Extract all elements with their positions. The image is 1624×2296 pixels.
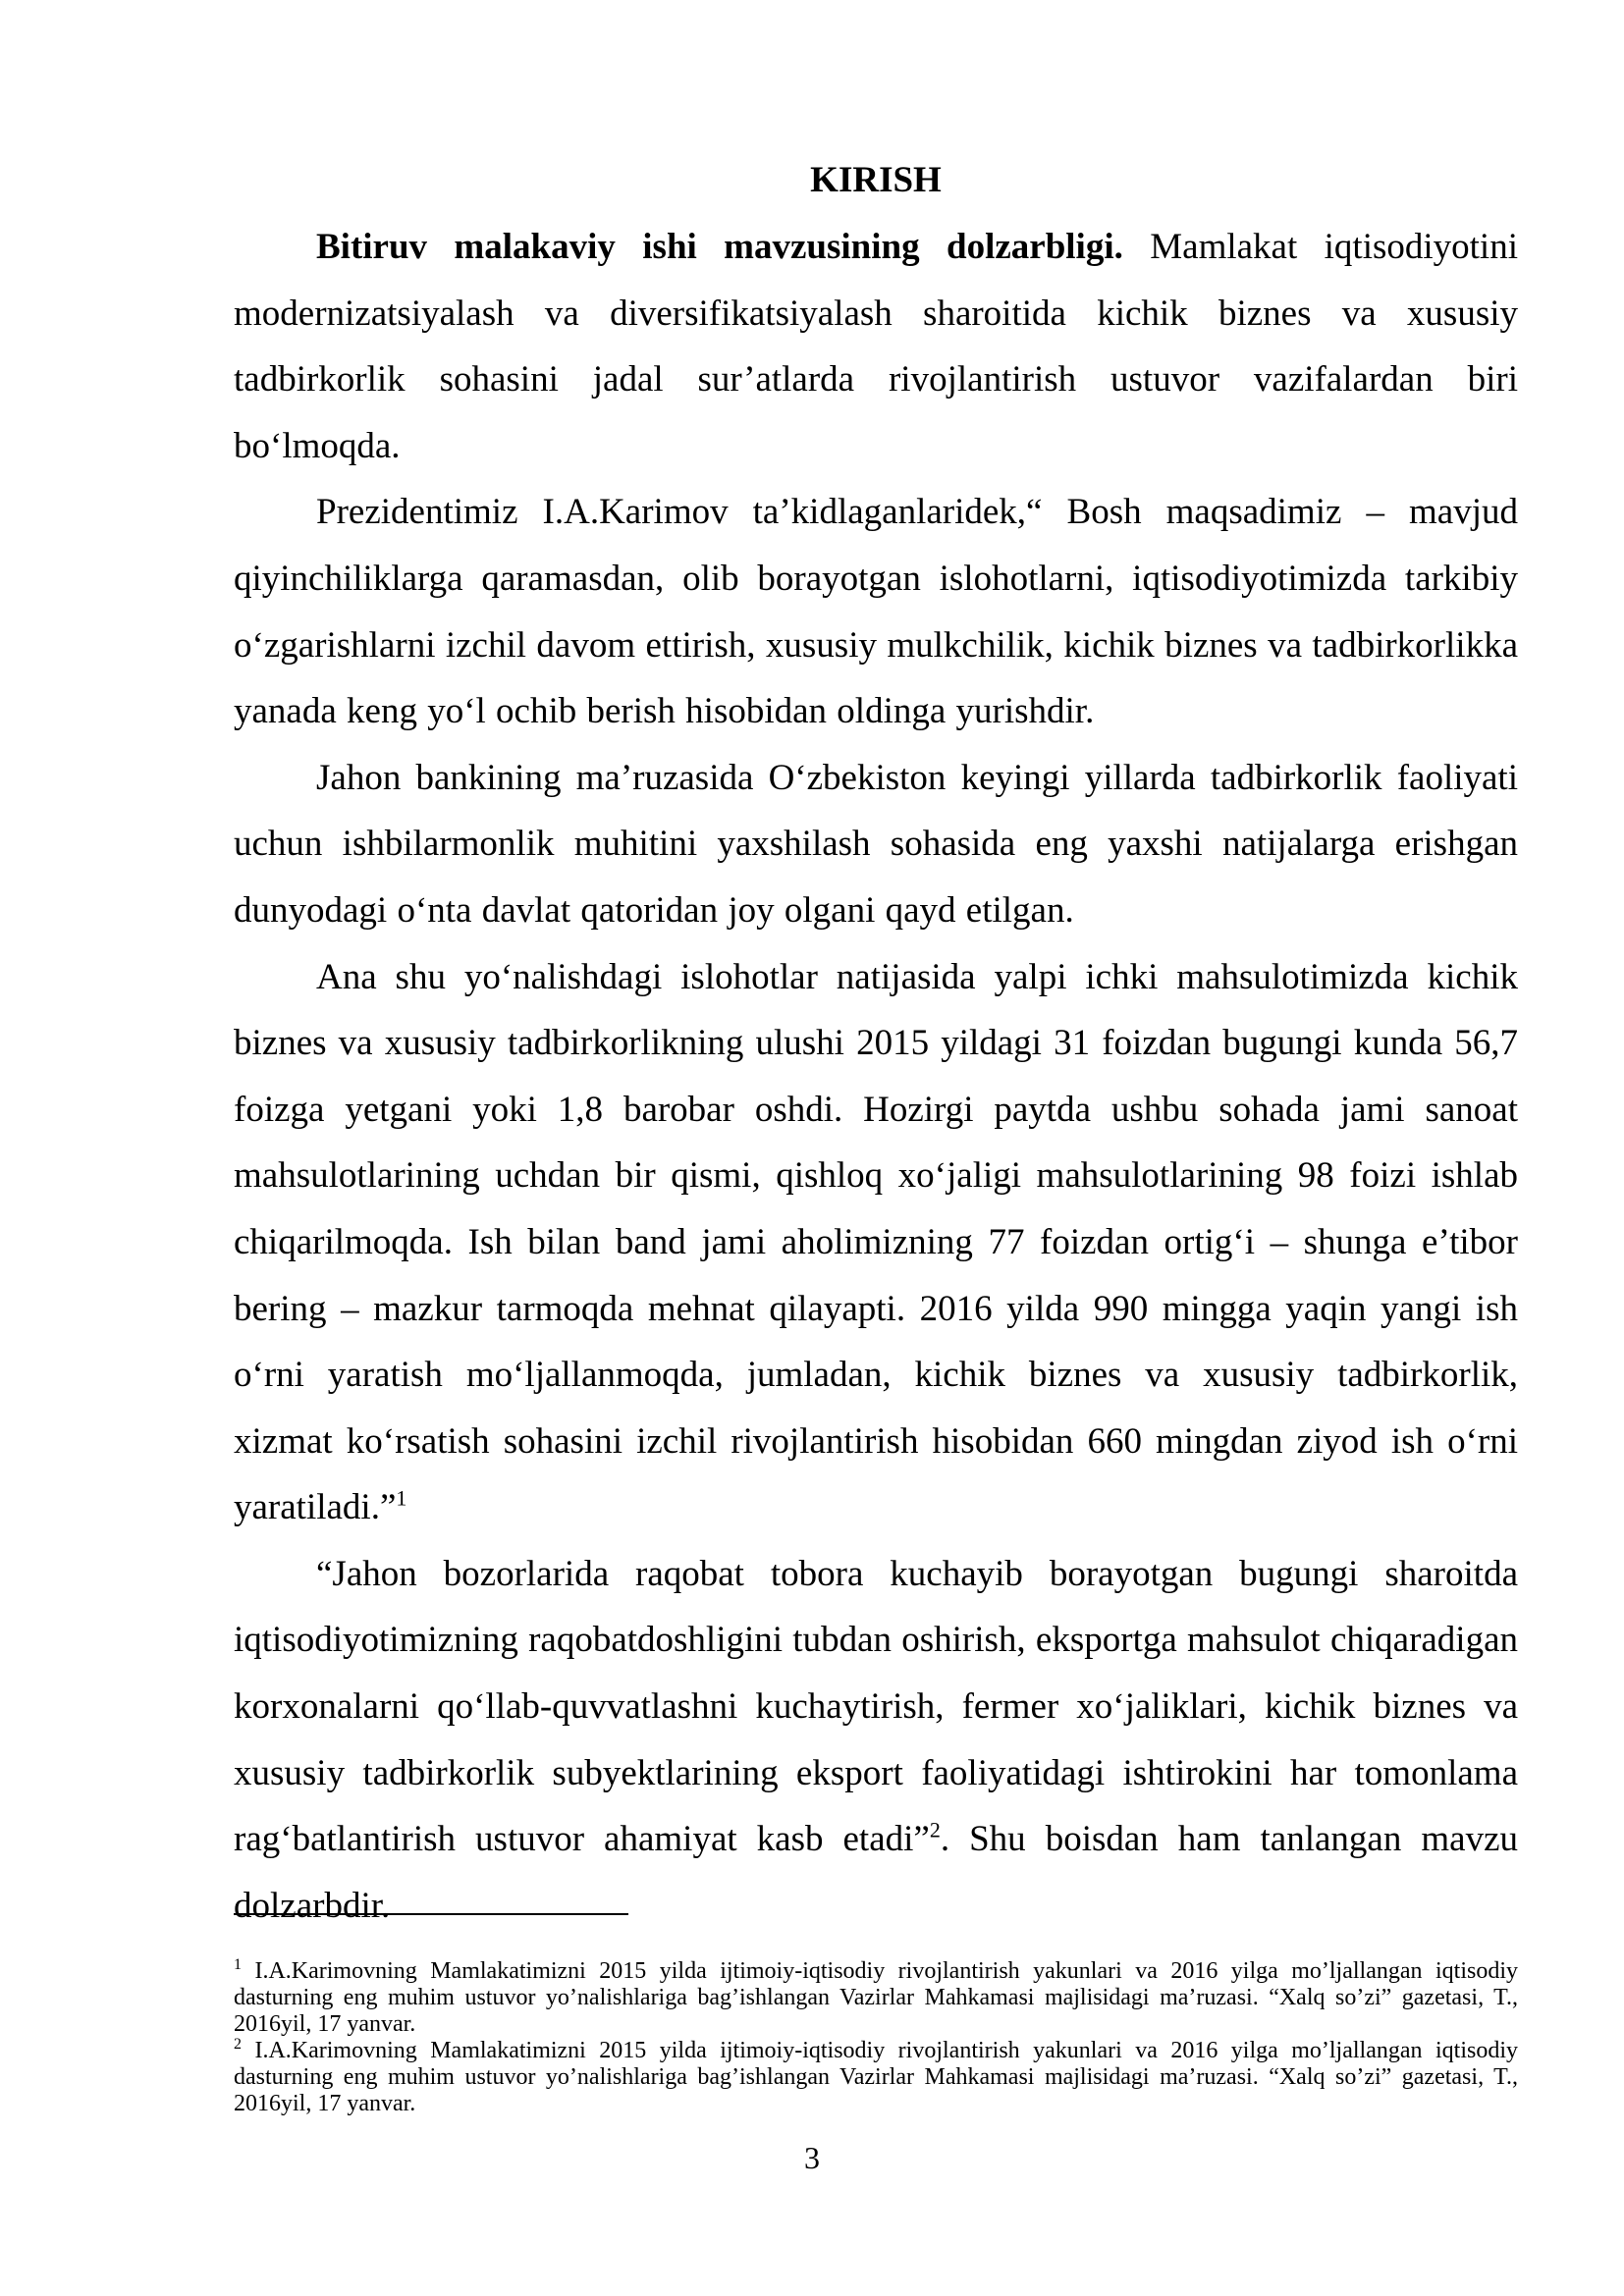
paragraph-relevance: [234, 214, 1518, 479]
paragraph-text: “Jahon bozorlarida raqobat tobora kuchayib borayotgan bugungi sharoitda iqtisodiyotimizning raqobatdoshligini tubdan oshirish, eksportga mahsulot chiqaradigan korxonalarni qo‘llab-quvvatlashni kuchaytirish, fermer xo‘jaliklari, kichik biznes va xususiy tadbirkorlik subyektlarining eksport faoliyatidagi ishtirokini har tomonlama rag‘batlantirish ustuvor ahamiyat kasb etadi”: [234, 1553, 1519, 1860]
paragraph-reforms: [234, 944, 1518, 1541]
footnote-marker: 1: [234, 1956, 242, 1973]
paragraph-president-quote: Prezidentimiz I.A.Karimov ta’kidlaganlaridek,“ Bosh maqsadimiz – mavjud qiyinchiliklarga qaramasdan, olib borayotgan islohotlarni, iqtisodiyotimizda tarkibiy o‘zgarishlarni izchil davom ettirish, xususiy mulkchilik, kichik biznes va tadbirkorlikka yanada keng yo‘l ochib berish hisobidan oldinga yurishdir.: [234, 492, 1518, 732]
footnote-reference[interactable]: 1: [396, 1485, 407, 1511]
footnote-1: [234, 1958, 1518, 2038]
paragraph-text: . Shu boisdan ham tanlangan mavzu dolzarbdir.: [234, 1819, 1518, 1926]
footnote-marker: 2: [234, 2036, 242, 2053]
paragraph-text: Ana shu yo‘nalishdagi islohotlar natijasida yalpi ichki mahsulotimizda kichik biznes va xususiy tadbirkorlikning ulushi 2015 yildagi 31 foizdan bugungi kunda 56,7 foizga yetgani yoki 1,8 barobar oshdi. Hozirgi paytda ushbu sohada jami sanoat mahsulotlarining uchdan bir qismi, qishloq xo‘jaligi mahsulotlarining 98 foizi ishlab chiqarilmoqda. Ish bilan band jami aholimizning 77 foizdan ortig‘i – shunga e’tibor bering – mazkur tarmoqda mehnat qilayapti. 2016 yilda 990 mingga yaqin yangi ish o‘rni yaratish mo‘ljallanmoqda, jumladan, kichik biznes va xususiy tadbirkorlik, xizmat ko‘rsatish sohasini izchil rivojlantirish hisobidan 660 mingdan ziyod ish o‘rni yaratiladi.”: [234, 956, 1518, 1528]
footnotes: [234, 1958, 1518, 2117]
footnote-2: [234, 2038, 1518, 2117]
page-number: 3: [804, 2140, 820, 2175]
paragraph-export-quote: [234, 1541, 1518, 1940]
footnote-separator: [234, 1913, 628, 1915]
paragraph-world-bank: Jahon bankining ma’ruzasida O‘zbekiston keyingi yillarda tadbirkorlik faoliyati uchun ishbilarmonlik muhitini yaxshilash sohasida eng yaxshi natijalarga erishgan dunyodagi o‘nta davlat qatoridan joy olgani qayd etilgan.: [234, 757, 1518, 931]
main-text: [234, 147, 1518, 1939]
page-title: KIRISH: [810, 160, 942, 200]
paragraph-lead-heading: Bitiruv malakaviy ishi mavzusining dolzarbligi.: [316, 227, 1123, 267]
footnote-text: I.A.Karimovning Mamlakatimizni 2015 yilda ijtimoiy-iqtisodiy rivojlantirish yakunlari va 2016 yilga mo’ljallangan iqtisodiy dasturning eng muhim ustuvor yo’nalishlariga bag’ishlangan Vazirlar Mahkamasi majlisidagi ma’ruzasi. “Xalq so’zi” gazetasi, T., 2016yil, 17 yanvar.: [234, 2038, 1518, 2116]
footnote-text: I.A.Karimovning Mamlakatimizni 2015 yilda ijtimoiy-iqtisodiy rivojlantirish yakunlari va 2016 yilga mo’ljallangan iqtisodiy dasturning eng muhim ustuvor yo’nalishlariga bag’ishlangan Vazirlar Mahkamasi majlisidagi ma’ruzasi. “Xalq so’zi” gazetasi, T., 2016yil, 17 yanvar.: [234, 1958, 1518, 2037]
footnote-reference[interactable]: 2: [929, 1817, 941, 1842]
paragraph-text: Mamlakat iqtisodiyotini modernizatsiyalash va diversifikatsiyalash sharoitida kichik biznes va xususiy tadbirkorlik sohasini jadal sur’atlarda rivojlantirish ustuvor vazifalardan biri bo‘lmoqda.: [234, 227, 1518, 466]
